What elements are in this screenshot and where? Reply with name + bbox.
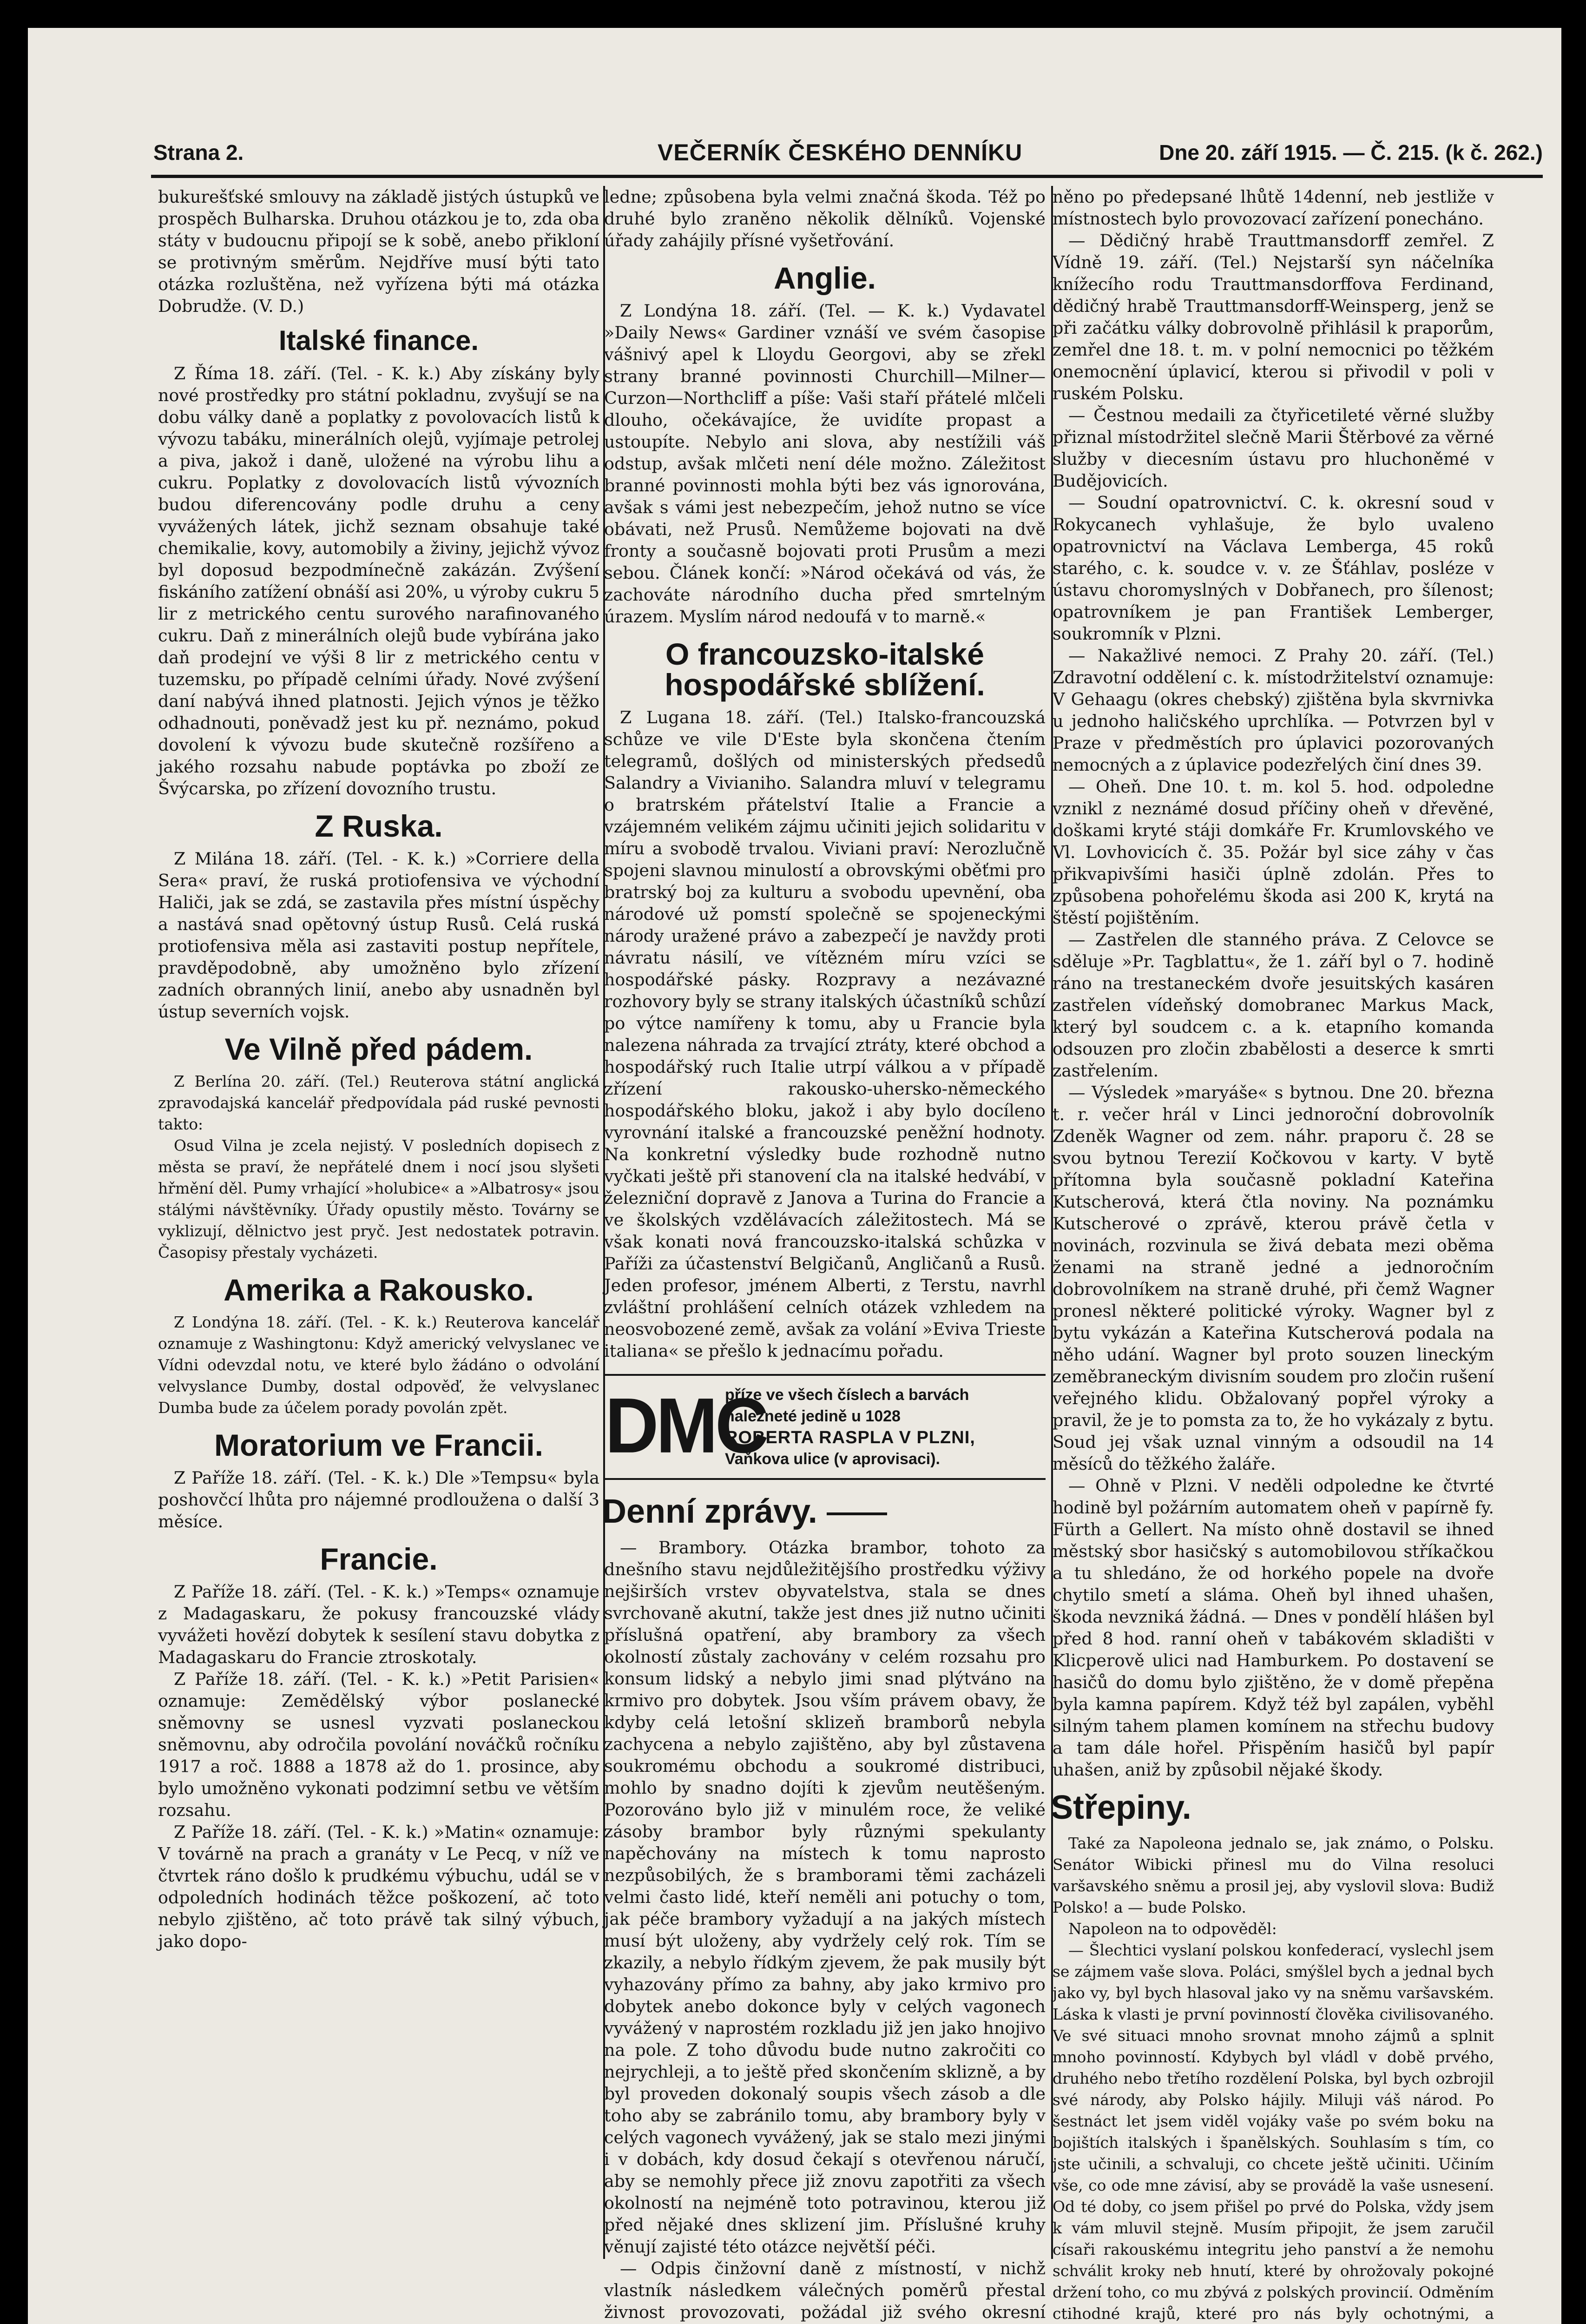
header-rule: [151, 175, 1543, 178]
strepiny-text: Také za Napoleona jednalo se, jak známo, o Polsku. Senátor Wibicki přinesl mu do Vilna resoluci varšavského sněmu a prosil jej, aby vyslovil slova: Budiž Polsko! a — bude Polsko.: [1053, 1834, 1494, 1916]
article-francie-text: Z Paříže 18. září. (Tel. - K. k.) »Petit Parisien« oznamuje: Zemědělský výbor poslanecké sněmovny se usnesl vyzvati poslaneckou sněmovnu, aby odročila povolání nováčků ročníku 1917 a roč. 1888 a 1878 až do 1. prosince, aby bylo umožněno vykonati podzimní setbu ve větším rozsahu.: [158, 1669, 599, 1820]
dmc-logo: DMC: [605, 1381, 766, 1469]
headline-italske-finance: Italské finance.: [278, 325, 479, 356]
news-item: — Zastřelen dle stanného práva. Z Celovce se sděluje »Pr. Tagblattu«, že 1. září byl o 7. hodině ráno na trestaneckém dvoře jesuitských kasáren zastřelen vídeňský domobranec Markus Mack, který byl soudcem c. a k. etapního komanda odsouzen pro zločin zbabělosti a deserce k smrti zastřelením.: [1053, 930, 1494, 1081]
headline-francouzsko-italske: O francouzsko-italské hospodářské sblížení.: [665, 637, 985, 702]
headline-ve-vilne: Ve Vilně před pádem.: [224, 1032, 533, 1066]
headline-strepiny: Střepiny.: [1051, 1789, 1191, 1826]
ad-line: příze ve všech číslech a barvách: [725, 1386, 969, 1404]
article-brambory-text: — Brambory. Otázka brambor, tohoto za dnešního stavu nejdůležitějšího prostředku výživy nejširších vrstev obyvatelstva, stala se dnes svrchovaně akutní, takže jest dnes již nutno učiniti příslušná opatření, aby brambory za všech okolností zůstaly zachovány v celém rozsahu pro konsum lidský a nebylo jimi snad plýtváno na krmivo pro dobytek. Jsou vším právem obavy, že kdyby celá letošní sklizeň bramborů nebyla zachycena a nebylo zajištěno, aby byl zůstavena soukromému obchodu a soukromé distribuci, mohlo by snadno dojíti k zjevům neutěšeným. Pozorováno bylo již v minulém roce, že veliké zásoby brambor byly různými spekulanty napěchovány na místech k tomu naprosto nezpůsobilých, že s bramborami těmi zacházeli velmi často lidé, kteří neměli ani potuchy o tom, jak péče brambory vyžadují a na jakých místech musí být uloženy, aby vydržely celý rok. Tím se zkazily, a nebylo řídkým zjevem, že pak musily být vyhazovány přímo za bahny, aby jako krmivo pro dobytek anebo dokonce byly v celých vagonech vyvážený v naprostém rozkladu již jen jako hnojivo na pole. Z toho důvodu bude nutno zakročiti co nejrychleji, a to ještě před skončením sklizně, a by byl proveden dokonalý soupis všech zásob a dle toho aby se zabránilo tomu, aby brambory byly v celých vagonech vyvážený, jak se stalo mezi jinými i v dobách, kdy dosud čekají s otevřenou náručí, aby se nemohly přece již znovu zapotřiti za všech okolností na nejméně toto potravinou, kterou již před nějaké dnes sklizení jim. Příslušné kruhy věnují zajisté této otázce největší péči.: [604, 1538, 1046, 2257]
newspaper-title: VEČERNÍK ČESKÉHO DENNÍKU: [658, 139, 1023, 165]
article-moratorium-text: Z Paříže 18. září. (Tel. - K. k.) Dle »Tempsu« byla poshovčcí lhůta pro nájemné prodloužena o další 3 měsíce.: [158, 1468, 599, 1532]
article-anglie-text: Z Londýna 18. září. (Tel. — K. k.) Vydavatel »Daily News« Gardiner vznáší ve svém časopise vášnivý apel k Lloydu Georgovi, aby se zřekl strany branné povinnosti Churchill—Milner—Curzon—Northcliff a píše: Vaši staří přátelé mlčeli dlouho, očekávajíce, že uvidíte propast a ustoupíte. Nebylo ani slova, aby nestížili váš odstup, avšak mlčeti není déle možno. Záležitost branné povinnosti mohla býti bez vás ignorována, avšak s vámi jest nebezpečím, jehož nutno se více obávati, než Prusů. Nemůžeme bojovati na dvě fronty a současně bojovati proti Prusům a mezi sebou. Článek končí: »Národ očekává od vás, že zachováte národního ducha před smrtelným úrazem. Myslím národ nedoufá v to marně.«: [604, 301, 1046, 627]
ad-line: nalezneté jedině u 1028: [725, 1407, 901, 1425]
headline-anglie: Anglie.: [773, 261, 876, 295]
news-item: — Dědičný hrabě Trauttmansdorff zemřel. Z Vídně 19. září. (Tel.) Nejstarší syn náčelníka knížecího rodu Trauttmansdorffova Ferdinand, dědičný hrabě Trauttmansdorff-Weinsperg, jenž se při začátku války dobrovolně přihlásil k praporům, zemřel dne 18. t. m. v polní nemocnici po těžkém onemocnění úplavicí, kterou si přivodil v poli v ruském Polsku.: [1053, 231, 1494, 403]
article-vilne-text: Z Berlína 20. září. (Tel.) Reuterova státní anglická zpravodajská kancelář předpovídala pád ruské pevnosti takto:: [158, 1072, 599, 1133]
news-item: — Oheň. Dne 10. t. m. kol 5. hod. odpoledne vznikl z neznámé dosud příčiny oheň v dřevěné, doškami kryté stáji domkáře Fr. Krumlovského ve Vl. Lovhovicích č. 35. Požár byl sice záhy v čas přikvapivšími hasiči úplně zdolán. Přes to způsobena pohořelému škoda asi 200 K, krytá na štěstí pojištěním.: [1053, 777, 1494, 928]
article-bulharsko-text: bukurešťské smlouvy na základě jistých ústupků ve prospěch Bulharska. Druhou otázkou je to, zda oba státy v budoucnu připojí se k sobě, anebo přikloní se protivným směrům. Nejdříve musí býti tato otázka rozluštěna, než vyřízena býti má otázka Dobrudže. (V. D.): [158, 187, 599, 316]
strepiny-text: — Šlechtici vyslaní polskou konfederací, vyslechl jsem se zájmem vaše slova. Poláci, smýšlel bych a jednal bych jako vy, byl bych hlasoval jako vy na sněmu varšavském. Láska k vlasti je první povinností člověka civilisovaného. Ve své situaci mnoho srovnat mnoho zájmů a splnit mnoho povinností. Kdybych byl vládl v době prvého, druhého nebo třetího rozdělení Polska, byl bych ozbrojil své národy, aby Polsko hájily. Miluji váš národ. Po šestnáct let jsem viděl vojáky vaše po svém boku na bojištích italských i španělských. Souhlasím s tím, co jste učinili, a schvaluji, co chcete ještě učiniti. Učiním vše, co ode mne závisí, aby se provádě la vaše usnesení. Od té doby, co jsem přišel po prvé do Polska, vždy jsem k vám mluvil stejně. Musím připojit, že jsem zaručil císaři rakouskému integritu jeho panství a že nemohu schválit kroky neb hnutí, které by ohrožovaly pokojné držení toho, co mu zbývá z polských provincií. Odměním ctihodné krajů, které pro nás byly ochotnými, a: [1053, 1941, 1494, 2323]
news-item: — Soudní opatrovnictví. C. k. okresní soud v Rokycanech vyhlašuje, že bylo uvaleno opatrovnictví na Václava Lemberga, 45 roků starého, c. k. soudce v. v. ze Šťáhlav, posléze v ústavu choromyslných v Dobřanech, pro šílenost; opatrovníkem je pan František Lemberger, soukromník v Plzni.: [1053, 493, 1494, 644]
article-continued-text: něno po předepsané lhůtě 14denní, neb jestliže v místnostech bylo provozovací zařízení ponecháno.: [1053, 187, 1494, 229]
article-odpis-dane-text: — Odpis činžovní daně z místností, v nichž vlastník následkem válečných poměrů přestal živnost provozovati, požádal již svého okresní: [604, 2258, 1046, 2322]
article-z-ruska-text: Z Milána 18. září. (Tel. - K. k.) »Corriere della Sera« praví, že ruská protiofensiva ve východní Haliči, jak se zdá, se zastavila přes místní úspěchy a nastává snad opětovný ústup Rusů. Celá ruská protiofensiva měla asi zastaviti postup nepřítele, pravděpodobně, aby umožněno bylo zřízení zadních obranných linií, anebo aby usnadněn byl ústup severních vojsk.: [158, 849, 599, 1022]
article-amerika-text: Z Londýna 18. září. (Tel. - K. k.) Reuterova kancelář oznamuje z Washingtonu: Když americký velvyslanec ve Vídni odevzdal notu, ve které bylo žádáno o odvolání velvyslance Dumby, dostal odpověď, že velvyslanec Dumba bude za účelem porady povolán zpět.: [158, 1313, 599, 1417]
advertisement-dmc: [604, 1374, 1046, 1480]
page-number: Strana 2.: [153, 140, 244, 165]
news-item: — Výsledek »maryáše« s bytnou. Dne 20. března t. r. večer hrál v Linci jednoroční dobrovolník Zdeněk Wagner od zem. náhr. praporu č. 28 se svou bytnou Terezií Kočkovou v karty. V bytě přítomna byla současně pokladní Kateřina Kutscherová, která čtla noviny. Na poznámku Kutscherové o zprávě, kterou právě četla v novinách, rozvinula se živá debata mezi oběma ženami na straně jedné a jednoročním dobrovolníkem na straně druhé, při čemž Wagner pronesl některé politické výroky. Wagner byl z bytu vykázán a Kateřina Kutscherová podala na něho udání. Wagner byl proto souzen lineckým zeměbraneckým divisním soudem pro zločin rušení veřejného klidu. Obžalovaný popřel výroky a pravil, že je to pomsta za to, že ho vykázaly z bytu. Soud jej však uznal vinným a odsoudil na 14 měsíců do těžkého žaláře.: [1053, 1083, 1494, 1474]
article-francie-text: Z Paříže 18. září. (Tel. - K. k.) »Matin« oznamuje: V továrně na prach a granáty v Le Pecq, v níž ve čtvrtek ráno došlo k prudkému výbuchu, udál se v odpoledních hodinách těžce poškození, ač toto nebylo zjištěno, ač toto právě tak silný výbuch, jako dopo-: [158, 1822, 599, 1951]
headline-amerika-rakousko: Amerika a Rakousko.: [224, 1273, 534, 1307]
article-francie-text: Z Paříže 18. září. (Tel. - K. k.) »Temps« oznamuje z Madagaskaru, že pokusy francouzské vlády vyvážeti hovězí dobytek k sesílení stavu dobytka z Madagaskaru do Francie ztroskotaly.: [158, 1582, 599, 1667]
strepiny-text: Napoleon na to odpověděl:: [1068, 1920, 1277, 1938]
issue-date: Dne 20. září 1915. — Č. 215. (k č. 262.): [1159, 140, 1543, 165]
article-francouzsko-italske-text: Z Lugana 18. září. (Tel.) Italsko-francouzská schůze ve vile D'Este byla skončena čtením telegramů, došlých od ministerských předsedů Salandry a Vivianiho. Salandra mluví v telegramu o bratrském přátelství Italie a Francie a vzájemném velikém zájmu učiniti jejich solidaritu v míru a svobodě trvalou. Viviani praví: Nerozlučně spojeni slavnou minulostí a obrovskými oběťmi pro bratrský boj za kulturu a svobodu upevnění, oba národové už pomstí společně se spojeneckými národy uražené právo a zabezpečí je navždy proti návratu násilí, ve vítězném míru vzíci se hospodářské pásky. Rozpravy a nezávazné rozhovory byly se strany italských účastníků schůzí po výtce namířeny k tomu, aby u Francie byla nalezena náhrada za trvající ztráty, které obchod a hospodářský ruch Italie utrpí válkou a v případě zřízení rakousko-uhersko-německého hospodářského bloku, jakož i aby bylo docíleno vyrovnání italské a francouzské peněžní hodnoty. Na konkretní výsledky bude rozhodně nutno vyčkati ještě při stanovení cla na italské hedvábí, v železniční dopravě z Janova a Turina do Francie a ve školských vzdělávacích záležitostech. Má se však konati nová francouzsko-italská schůzka v Paříži za účastenství Belgičanů, Angličanů a Rusů. Jeden profesor, jménem Alberti, z Terstu, navrhl zvláštní prohlášení celních otázek vzhledem na neosvobozené země, avšak za volání »Eviva Trieste italiana« se přešlo k jednacímu pořadu.: [604, 707, 1046, 1361]
ornament-dash: [827, 1512, 887, 1515]
page-header: [153, 134, 1543, 171]
column-middle: [602, 186, 1046, 2322]
article-continued-text: ledne; způsobena byla velmi značná škoda. Též po druhé bylo zraněno několik dělníků. Vojenské úřady zahájily přísné vyšetřování.: [604, 187, 1046, 251]
column-right: [1051, 186, 1494, 2323]
newspaper-page: [28, 28, 1561, 2324]
headline-moratorium: Moratorium ve Francii.: [214, 1428, 543, 1462]
ad-line: Vaňkova ulice (v aprovisaci).: [725, 1450, 941, 1468]
news-item: — Nakažlivé nemoci. Z Prahy 20. září. (Tel.) Zdravotní oddělení c. k. místodržitelství oznamuje: V Gehaagu (okres chebský) zjištěna byla skvrnivka u jednoho haličského uprchlíka. — Potvrzen byl v Praze v předměstích pro úplavici pozorovaných nemocných a z úplavice podezřelých činí dnes 39.: [1053, 646, 1494, 775]
headline-denni-zpravy: Denní zprávy.: [602, 1493, 1046, 1530]
ad-line: ROBERTA RASPLA V PLZNI,: [725, 1428, 975, 1447]
headline-francie: Francie.: [320, 1542, 438, 1576]
article-vilne-text: Osud Vilna je zcela nejistý. V posledních dopisech z města se praví, že nepřátelé dnem i nocí jsou slyšeti hřmění děl. Pumy vrhající »holubice« a »Albatrosy« jsou stálými návštěvníky. Úřady opustily město. Továrny se vyklizují, dělnictvo jest pryč. Jest nedostatek potravin. Časopisy přestaly vycházeti.: [158, 1136, 599, 1261]
news-item: — Čestnou medaili za čtyřicetileté věrné služby přiznal místodržitel slečně Marii Štěrbové za věrné služby v diecesním ústavu pro hluchoněmé v Budějovicích.: [1053, 405, 1494, 491]
news-item: — Ohně v Plzni. V neděli odpoledne ke čtvrté hodině byl požárním automatem oheň v papírně fy. Fürth a Gellert. Na místo ohně dostavil se ihned městský sbor hasičský s automobilovou stříkačkou a tu shledáno, že od horkého popele na dvoře chytilo smetí a sláma. Oheň byl ihned uhašen, škoda nevzniká žádná. — Dnes v pondělí hlášen byl před 8 hod. ranní oheň v tabákovém skladišti v Klicperově ulici nad Hamburkem. Po dostavení se hasičů do domu bylo zjištěno, že v domě přepěna byla kamna papírem. Když též byl zapálen, vyběhl silným tahem plamen komínem na střechu budovy a tam dále hořel. Přispěním hasičů byl papír uhašen, aniž by způsobil nějaké škody.: [1053, 1476, 1494, 1780]
article-italske-finance-text: Z Říma 18. září. (Tel. - K. k.) Aby získány byly nové prostředky pro státní pokladnu, zvyšují se na dobu války daně a poplatky z povolovacích listů k vývozu tabáku, minerálních olejů, vyjímaje petrolej a piva, jakož i daně, uložené na výrobu lihu a cukru. Poplatky z dovolovacích listů vývozních budou diferencovány podle druhu a ceny vyvážených látek, jichž seznam obsahuje také chemikalie, kovy, automobily a živiny, jejichž vývoz byl doposud bezpodmínečně zakázán. Zvýšení fiskáního zatížení obnáší asi 20%, u výroby cukru 5 lir z metrického centu surového narafinovaného cukru. Daň z minerálních olejů bude vybírána jako daň prodejní ve výši 8 lir z metrického centu v tuzemsku, po případě celními úřady. Nové zvýšení daní nabývá ihned platnosti. Jejich výnos je těžko odhadnouti, poněvadž jest ku př. neznámo, pokud dovolení k vývozu bude skutečně rozšířeno a jakého rozsahu nabude poptávka po zboží ze Švýcarska, po zřízení dovozního trustu.: [158, 363, 599, 799]
column-left: [158, 186, 599, 2259]
headline-z-ruska: Z Ruska.: [315, 809, 443, 843]
